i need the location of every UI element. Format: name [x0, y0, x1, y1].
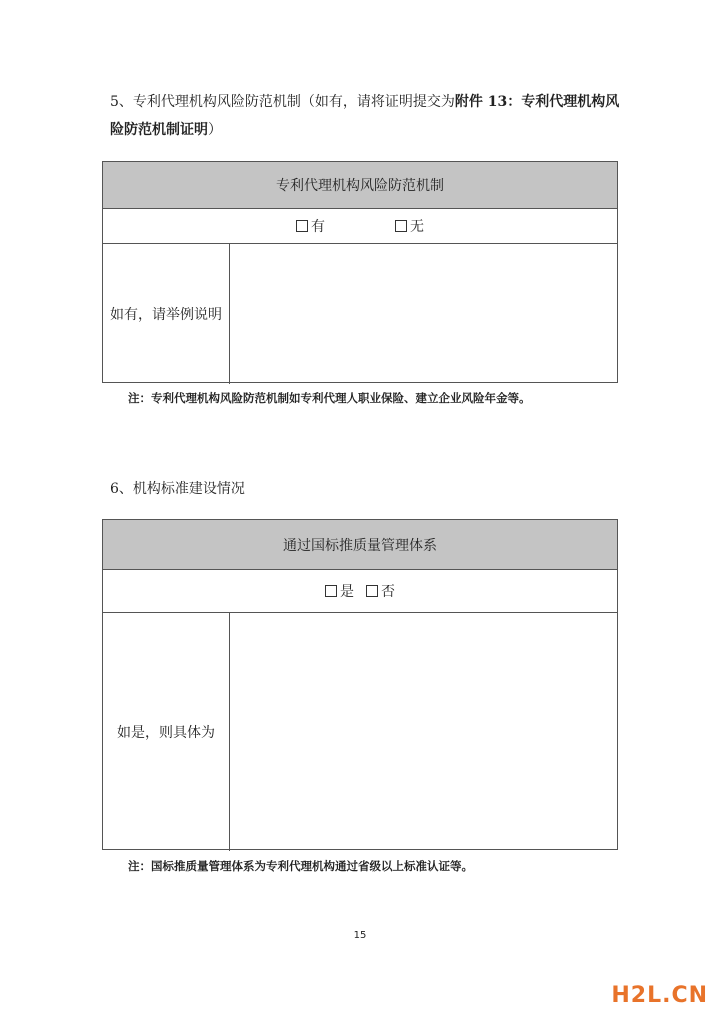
checkbox-yes[interactable]	[325, 585, 337, 597]
option-row	[103, 209, 617, 244]
detail-row	[103, 244, 617, 384]
section6-title: 6、机构标准建设情况	[110, 481, 245, 497]
section5-note: 注：专利代理机构风险防范机制如专利代理人职业保险、建立企业风险年金等。	[128, 391, 531, 405]
row-label: 如有，请举例说明	[103, 244, 230, 384]
option-yes-label: 有	[311, 219, 325, 235]
section5-title-text: 5、专利代理机构风险防范机制（如有，请将证明提交为	[110, 94, 455, 110]
option-yes[interactable]	[325, 581, 354, 601]
risk-prevention-table	[102, 161, 618, 383]
page-number: 15	[353, 930, 367, 941]
standards-table	[102, 519, 618, 850]
checkbox-no[interactable]	[366, 585, 378, 597]
watermark-logo: H2L.CN	[611, 983, 708, 1008]
section5-title-bold: 附件 13：专利代理机构风险防范机制证明	[110, 94, 620, 138]
checkbox-yes[interactable]	[296, 220, 308, 232]
option-yes[interactable]	[296, 216, 325, 236]
detail-input-area[interactable]	[230, 244, 617, 384]
option-row	[103, 570, 617, 613]
row-label: 如是，则具体为	[103, 613, 230, 851]
option-no[interactable]	[366, 581, 395, 601]
section5-title	[110, 88, 620, 144]
option-no-label: 否	[381, 584, 395, 600]
section5-title-suffix: ）	[208, 122, 222, 138]
table-header: 专利代理机构风险防范机制	[103, 162, 617, 209]
option-no[interactable]	[395, 216, 424, 236]
detail-input-area[interactable]	[230, 613, 617, 851]
detail-row	[103, 613, 617, 851]
option-yes-label: 是	[340, 584, 354, 600]
checkbox-no[interactable]	[395, 220, 407, 232]
option-no-label: 无	[410, 219, 424, 235]
section6-note: 注：国标推质量管理体系为专利代理机构通过省级以上标准认证等。	[128, 859, 473, 873]
table-header: 通过国标推质量管理体系	[103, 520, 617, 570]
